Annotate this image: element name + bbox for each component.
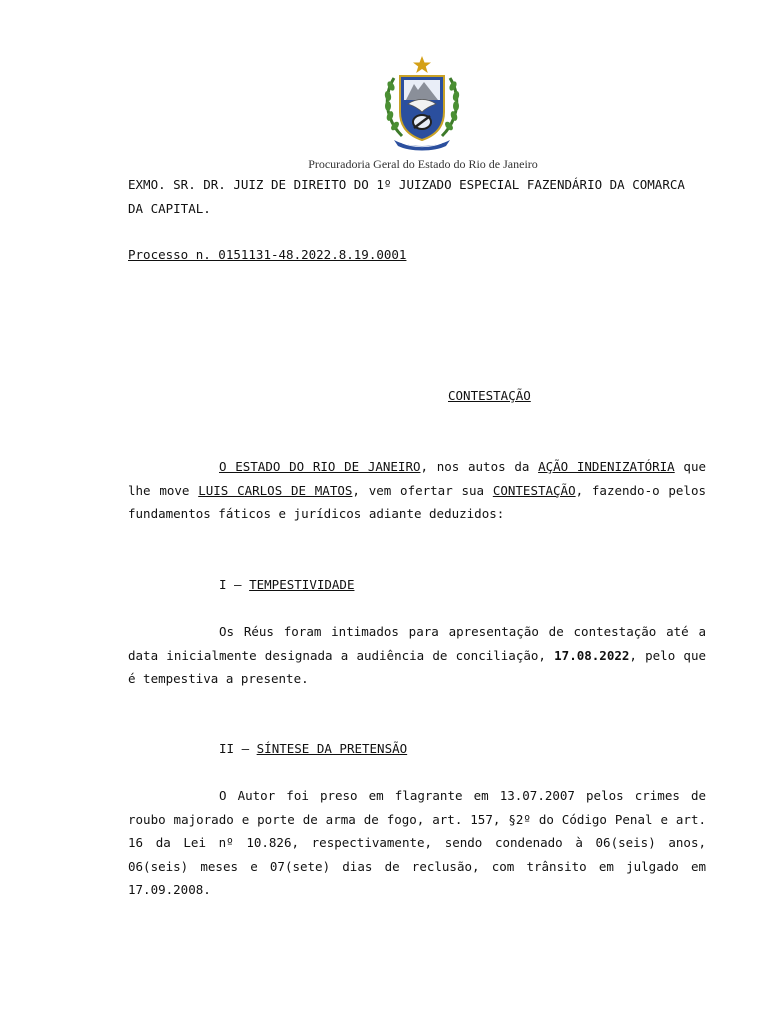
section-1-title: TEMPESTIVIDADE (249, 577, 355, 592)
intro-text-3: , vem ofertar sua (352, 482, 493, 498)
intro-text-1: , nos autos da (420, 459, 539, 474)
section-2-prefix: II – (219, 741, 257, 756)
intro-paragraph (128, 455, 706, 526)
addressee: EXMO. SR. DR. JUIZ DE DIREITO DO 1º JUIZADO ESPECIAL FAZENDÁRIO DA COMARCA DA CAPITAL. (128, 177, 685, 216)
section-2-paragraph (128, 784, 706, 902)
process-number (128, 243, 706, 267)
intro-text-2: que lhe move (128, 459, 706, 498)
document-title-text: CONTESTAÇÃO (448, 388, 531, 403)
section-2-heading (219, 737, 619, 761)
deadline-date: 17.08.2022 (554, 647, 630, 663)
intro-text-4: , fazendo-o pelos fundamentos fáticos e jurídicos adiante deduzidos: (128, 482, 707, 521)
section-2-text: O Autor foi preso em flagrante em 13.07.2007 pelos crimes de roubo majorado e porte de arma de fogo, art. 157, §2º do Código Penal e art. 16 da Lei nº 10.826, respectivamente, sendo condenado à 06(seis) anos, 06(seis) meses e 07(sete) dias de reclusão, com trânsito em julgado em 17.09.2008. (128, 788, 706, 897)
plaintiff-name: LUIS CARLOS DE MATOS (198, 482, 353, 498)
section-1-prefix: I – (219, 577, 250, 592)
section-1-text-1: Os Réus foram intimados para apresentação de contestação até a data inicialmente designada a audiência de conciliação, (128, 624, 706, 663)
section-2-title: SÍNTESE DA PRETENSÃO (256, 741, 408, 756)
section-1-paragraph (128, 620, 706, 691)
organization-name: Procuradoria Geral do Estado do Rio de Janeiro (308, 157, 538, 171)
party-name: O ESTADO DO RIO DE JANEIRO (219, 459, 421, 474)
document-title (448, 384, 648, 408)
process-number-text: Processo n. 0151131-48.2022.8.19.0001 (128, 247, 407, 262)
action-name: AÇÃO INDENIZATÓRIA (538, 459, 675, 474)
coat-of-arms-icon (380, 54, 464, 152)
section-1-text-2: , pelo que é tempestiva a presente. (128, 647, 707, 686)
contestacao-word: CONTESTAÇÃO (492, 482, 576, 498)
section-1-heading (219, 573, 619, 597)
